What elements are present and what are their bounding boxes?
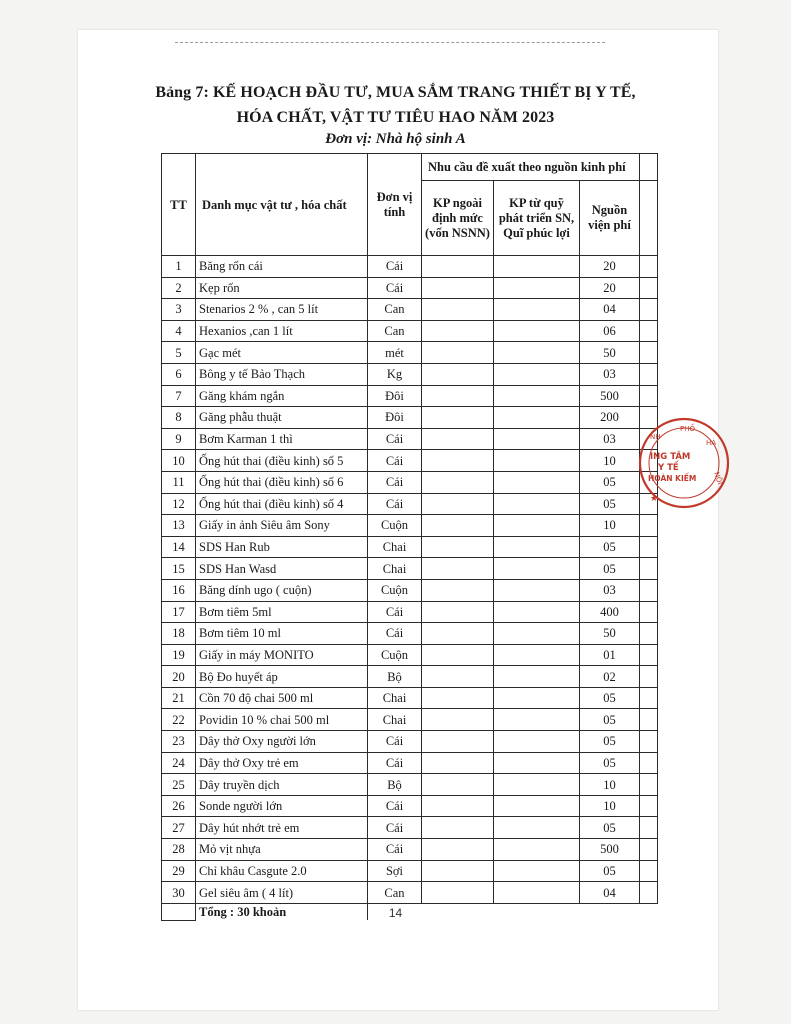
cell-vien-phi: 06 xyxy=(580,320,640,342)
cell-vien-phi: 05 xyxy=(580,536,640,558)
cell-vien-phi: 05 xyxy=(580,860,640,882)
cell-tt: 4 xyxy=(162,320,196,342)
cell-tt: 10 xyxy=(162,450,196,472)
cell-tt: 3 xyxy=(162,299,196,321)
cell-extra xyxy=(640,817,658,839)
cell-name: Kẹp rốn xyxy=(196,277,368,299)
cell-kp-ngoai xyxy=(422,666,494,688)
cell-tt: 22 xyxy=(162,709,196,731)
cell-tt: 29 xyxy=(162,860,196,882)
cell-tt: 16 xyxy=(162,579,196,601)
seal-line3: HOÀN KIẾM xyxy=(648,474,697,483)
cell-vien-phi: 10 xyxy=(580,795,640,817)
cell-extra xyxy=(640,860,658,882)
table-row xyxy=(162,817,658,839)
cell-vien-phi: 10 xyxy=(580,515,640,537)
cell-kp-ngoai xyxy=(422,709,494,731)
cell-name: Dây truyền dịch xyxy=(196,774,368,796)
cell-extra xyxy=(640,363,658,385)
cell-kp-quy xyxy=(494,752,580,774)
table-row xyxy=(162,644,658,666)
cell-vien-phi: 05 xyxy=(580,731,640,753)
cell-tt: 25 xyxy=(162,774,196,796)
table-row xyxy=(162,623,658,645)
cell-name: Bơm Karman 1 thì xyxy=(196,428,368,450)
cell-kp-quy xyxy=(494,774,580,796)
cell-unit: Bộ xyxy=(368,774,422,796)
cell-tt: 15 xyxy=(162,558,196,580)
cell-tt: 17 xyxy=(162,601,196,623)
cell-kp-ngoai xyxy=(422,320,494,342)
cell-tt: 9 xyxy=(162,428,196,450)
table-row xyxy=(162,515,658,537)
cell-name: Băng dính ugo ( cuộn) xyxy=(196,579,368,601)
cell-vien-phi: 05 xyxy=(580,687,640,709)
table-row xyxy=(162,299,658,321)
cell-kp-ngoai xyxy=(422,256,494,278)
header-extra xyxy=(640,181,658,256)
cell-name: Gel siêu âm ( 4 lít) xyxy=(196,882,368,904)
cell-extra xyxy=(640,320,658,342)
cell-name: Băng rốn cái xyxy=(196,256,368,278)
cell-tt: 18 xyxy=(162,623,196,645)
cell-extra xyxy=(640,666,658,688)
cell-name: Ống hút thai (điều kinh) số 4 xyxy=(196,493,368,515)
cell-extra xyxy=(640,299,658,321)
cell-unit: Cái xyxy=(368,493,422,515)
table-row xyxy=(162,471,658,493)
cell-vien-phi: 50 xyxy=(580,342,640,364)
cell-kp-ngoai xyxy=(422,817,494,839)
cell-vien-phi: 10 xyxy=(580,774,640,796)
seal-line1: ING TÂM xyxy=(650,452,691,462)
cell-kp-quy xyxy=(494,666,580,688)
cell-kp-quy xyxy=(494,687,580,709)
cell-kp-quy xyxy=(494,385,580,407)
svg-text:NỘI: NỘI xyxy=(712,470,725,486)
cell-vien-phi: 500 xyxy=(580,385,640,407)
cell-kp-quy xyxy=(494,450,580,472)
cell-extra xyxy=(640,839,658,861)
cell-kp-ngoai xyxy=(422,428,494,450)
cell-vien-phi: 01 xyxy=(580,644,640,666)
cell-name: Stenarios 2 % , can 5 lít xyxy=(196,299,368,321)
table-row xyxy=(162,666,658,688)
cell-vien-phi: 05 xyxy=(580,752,640,774)
cell-tt: 11 xyxy=(162,471,196,493)
cell-name: Hexanios ,can 1 lít xyxy=(196,320,368,342)
cell-tt: 5 xyxy=(162,342,196,364)
cell-kp-quy xyxy=(494,731,580,753)
table-row xyxy=(162,342,658,364)
cell-name: Chỉ khâu Casgute 2.0 xyxy=(196,860,368,882)
table-row xyxy=(162,579,658,601)
cell-extra xyxy=(640,277,658,299)
cell-kp-quy xyxy=(494,709,580,731)
cell-kp-ngoai xyxy=(422,839,494,861)
seal-line2: Y TẾ xyxy=(658,463,679,473)
cell-tt: 12 xyxy=(162,493,196,515)
cell-tt: 13 xyxy=(162,515,196,537)
cell-tt: 2 xyxy=(162,277,196,299)
table-row xyxy=(162,687,658,709)
cell-unit: Cuộn xyxy=(368,644,422,666)
cell-kp-quy xyxy=(494,817,580,839)
cell-kp-ngoai xyxy=(422,623,494,645)
svg-text:HÀ: HÀ xyxy=(706,439,717,447)
cell-name: Găng phẫu thuật xyxy=(196,407,368,429)
cell-unit: Bộ xyxy=(368,666,422,688)
cell-name: Ống hút thai (điều kinh) số 6 xyxy=(196,471,368,493)
cell-vien-phi: 05 xyxy=(580,493,640,515)
cell-vien-phi: 03 xyxy=(580,579,640,601)
cell-kp-quy xyxy=(494,860,580,882)
cell-tt: 14 xyxy=(162,536,196,558)
cell-kp-ngoai xyxy=(422,299,494,321)
cell-tt: 26 xyxy=(162,795,196,817)
cell-vien-phi: 03 xyxy=(580,363,640,385)
cell-kp-ngoai xyxy=(422,450,494,472)
cell-extra xyxy=(640,579,658,601)
cell-tt: 7 xyxy=(162,385,196,407)
cell-vien-phi: 500 xyxy=(580,839,640,861)
table-row xyxy=(162,709,658,731)
cell-kp-quy xyxy=(494,515,580,537)
cell-extra xyxy=(640,558,658,580)
cell-name: Giấy in ảnh Siêu âm Sony xyxy=(196,515,368,537)
header-extra-top xyxy=(640,154,658,181)
cell-name: Dây thở Oxy trẻ em xyxy=(196,752,368,774)
table-row xyxy=(162,493,658,515)
cell-kp-ngoai xyxy=(422,774,494,796)
header-unit: Đơn vị tính xyxy=(368,154,422,256)
cell-name: Ống hút thai (điều kinh) số 5 xyxy=(196,450,368,472)
cell-extra xyxy=(640,709,658,731)
cell-vien-phi: 20 xyxy=(580,277,640,299)
cell-kp-quy xyxy=(494,471,580,493)
cell-unit: Cuộn xyxy=(368,579,422,601)
table-row xyxy=(162,385,658,407)
cell-unit: Cái xyxy=(368,817,422,839)
top-divider xyxy=(175,42,605,43)
cell-kp-quy xyxy=(494,256,580,278)
cell-unit: Đôi xyxy=(368,407,422,429)
cell-kp-quy xyxy=(494,579,580,601)
cell-tt: 20 xyxy=(162,666,196,688)
cell-vien-phi: 04 xyxy=(580,299,640,321)
cell-kp-ngoai xyxy=(422,385,494,407)
cell-extra xyxy=(640,515,658,537)
star-icon: ★ xyxy=(650,494,659,504)
cell-kp-quy xyxy=(494,644,580,666)
cell-unit: Cái xyxy=(368,450,422,472)
cell-vien-phi: 20 xyxy=(580,256,640,278)
header-name: Danh mục vật tư , hóa chất xyxy=(196,154,368,256)
table-row xyxy=(162,428,658,450)
cell-extra xyxy=(640,601,658,623)
document-title-line2: HÓA CHẤT, VẬT TƯ TIÊU HAO NĂM 2023 xyxy=(236,109,555,126)
table-row xyxy=(162,450,658,472)
cell-unit: Cái xyxy=(368,731,422,753)
cell-name: Sonde người lớn xyxy=(196,795,368,817)
cell-extra xyxy=(640,752,658,774)
cell-extra xyxy=(640,536,658,558)
cell-kp-ngoai xyxy=(422,536,494,558)
cell-kp-quy xyxy=(494,277,580,299)
cell-kp-quy xyxy=(494,407,580,429)
cell-name: Giấy in máy MONITO xyxy=(196,644,368,666)
cell-extra xyxy=(640,795,658,817)
cell-vien-phi: 10 xyxy=(580,450,640,472)
cell-unit: Cuộn xyxy=(368,515,422,537)
cell-kp-quy xyxy=(494,623,580,645)
cell-vien-phi: 05 xyxy=(580,471,640,493)
cell-kp-ngoai xyxy=(422,601,494,623)
cell-kp-ngoai xyxy=(422,795,494,817)
table-row xyxy=(162,752,658,774)
cell-unit: Cái xyxy=(368,795,422,817)
cell-tt: 24 xyxy=(162,752,196,774)
cell-kp-quy xyxy=(494,493,580,515)
cell-unit: mét xyxy=(368,342,422,364)
header-funding-group: Nhu cầu đề xuất theo nguồn kinh phí xyxy=(422,154,640,181)
cell-unit: Chai xyxy=(368,709,422,731)
header-kp-ngoai: KP ngoài định mức (vốn NSNN) xyxy=(422,181,494,256)
cell-kp-quy xyxy=(494,299,580,321)
cell-kp-ngoai xyxy=(422,731,494,753)
cell-kp-ngoai xyxy=(422,882,494,904)
cell-name: Bông y tế Bảo Thạch xyxy=(196,363,368,385)
cell-kp-quy xyxy=(494,558,580,580)
cell-vien-phi: 05 xyxy=(580,558,640,580)
cell-unit: Cái xyxy=(368,752,422,774)
cell-kp-quy xyxy=(494,536,580,558)
cell-kp-ngoai xyxy=(422,752,494,774)
header-kp-quy: KP từ quỹ phát triển SN, Quĩ phúc lợi xyxy=(494,181,580,256)
cell-tt: 27 xyxy=(162,817,196,839)
cell-kp-ngoai xyxy=(422,407,494,429)
cell-name: Dây thở Oxy người lớn xyxy=(196,731,368,753)
table-row xyxy=(162,407,658,429)
table-row xyxy=(162,256,658,278)
table-row xyxy=(162,601,658,623)
cell-kp-quy xyxy=(494,363,580,385)
cell-extra xyxy=(640,731,658,753)
cell-unit: Cái xyxy=(368,471,422,493)
table-row xyxy=(162,363,658,385)
cell-name: Cồn 70 độ chai 500 ml xyxy=(196,687,368,709)
cell-vien-phi: 03 xyxy=(580,428,640,450)
table-row xyxy=(162,860,658,882)
cell-name: Găng khám ngắn xyxy=(196,385,368,407)
cell-name: Bơm tiêm 5ml xyxy=(196,601,368,623)
table-body xyxy=(162,256,658,904)
cell-kp-ngoai xyxy=(422,277,494,299)
cell-unit: Can xyxy=(368,320,422,342)
svg-text:PHỐ: PHỐ xyxy=(680,425,695,433)
cell-unit: Can xyxy=(368,299,422,321)
cell-name: Mỏ vịt nhựa xyxy=(196,839,368,861)
cell-vien-phi: 50 xyxy=(580,623,640,645)
table-row xyxy=(162,558,658,580)
cell-name: Dây hút nhớt trẻ em xyxy=(196,817,368,839)
cell-name: Povidin 10 % chai 500 ml xyxy=(196,709,368,731)
cell-name: Gạc mét xyxy=(196,342,368,364)
table-row xyxy=(162,731,658,753)
cell-kp-ngoai xyxy=(422,342,494,364)
cell-extra xyxy=(640,687,658,709)
cell-kp-ngoai xyxy=(422,644,494,666)
table-row xyxy=(162,882,658,904)
cell-vien-phi: 05 xyxy=(580,817,640,839)
supply-table xyxy=(161,153,658,921)
cell-kp-quy xyxy=(494,601,580,623)
cell-unit: Cái xyxy=(368,839,422,861)
cell-tt: 1 xyxy=(162,256,196,278)
table-row xyxy=(162,277,658,299)
unit-label: Đơn vị: Nhà hộ sinh A xyxy=(325,131,466,147)
cell-vien-phi: 200 xyxy=(580,407,640,429)
cell-extra xyxy=(640,882,658,904)
cell-extra xyxy=(640,774,658,796)
cell-kp-quy xyxy=(494,795,580,817)
cell-unit: Đôi xyxy=(368,385,422,407)
page-number: 14 xyxy=(388,906,403,920)
cell-kp-ngoai xyxy=(422,471,494,493)
cell-name: Bộ Đo huyết áp xyxy=(196,666,368,688)
cell-extra xyxy=(640,256,658,278)
cell-kp-quy xyxy=(494,428,580,450)
cell-kp-quy xyxy=(494,342,580,364)
cell-vien-phi: 04 xyxy=(580,882,640,904)
table-header xyxy=(162,154,658,256)
cell-extra xyxy=(640,342,658,364)
header-vien-phi: Nguồn viện phí xyxy=(580,181,640,256)
header-tt: TT xyxy=(162,154,196,256)
cell-tt: 21 xyxy=(162,687,196,709)
table-row xyxy=(162,839,658,861)
table-row xyxy=(162,795,658,817)
cell-kp-ngoai xyxy=(422,687,494,709)
cell-unit: Chai xyxy=(368,687,422,709)
seal-text-top: NH xyxy=(650,433,661,441)
cell-tt: 6 xyxy=(162,363,196,385)
cell-unit: Chai xyxy=(368,536,422,558)
cell-tt: 28 xyxy=(162,839,196,861)
cell-kp-quy xyxy=(494,839,580,861)
cell-kp-quy xyxy=(494,320,580,342)
cell-unit: Cái xyxy=(368,256,422,278)
cell-tt: 30 xyxy=(162,882,196,904)
cell-unit: Cái xyxy=(368,428,422,450)
official-seal xyxy=(636,415,732,511)
total-label: Tổng : 30 khoản xyxy=(196,903,368,920)
cell-unit: Can xyxy=(368,882,422,904)
cell-extra xyxy=(640,623,658,645)
cell-unit: Cái xyxy=(368,623,422,645)
cell-unit: Cái xyxy=(368,601,422,623)
document-title-line1: Bảng 7: KẾ HOẠCH ĐẦU TƯ, MUA SẮM TRANG THIẾT BỊ Y TẾ, xyxy=(155,84,636,101)
cell-tt: 19 xyxy=(162,644,196,666)
cell-name: SDS Han Rub xyxy=(196,536,368,558)
cell-vien-phi: 400 xyxy=(580,601,640,623)
cell-unit: Kg xyxy=(368,363,422,385)
cell-vien-phi: 05 xyxy=(580,709,640,731)
cell-unit: Sợi xyxy=(368,860,422,882)
cell-kp-ngoai xyxy=(422,860,494,882)
cell-vien-phi: 02 xyxy=(580,666,640,688)
cell-kp-ngoai xyxy=(422,363,494,385)
cell-tt: 8 xyxy=(162,407,196,429)
cell-kp-ngoai xyxy=(422,558,494,580)
cell-kp-quy xyxy=(494,882,580,904)
cell-kp-ngoai xyxy=(422,493,494,515)
cell-extra xyxy=(640,644,658,666)
cell-unit: Cái xyxy=(368,277,422,299)
table-row xyxy=(162,774,658,796)
cell-name: SDS Han Wasd xyxy=(196,558,368,580)
cell-extra xyxy=(640,385,658,407)
table-row xyxy=(162,536,658,558)
table-row xyxy=(162,320,658,342)
cell-kp-ngoai xyxy=(422,579,494,601)
cell-name: Bơm tiêm 10 ml xyxy=(196,623,368,645)
cell-tt: 23 xyxy=(162,731,196,753)
cell-unit: Chai xyxy=(368,558,422,580)
cell-kp-ngoai xyxy=(422,515,494,537)
